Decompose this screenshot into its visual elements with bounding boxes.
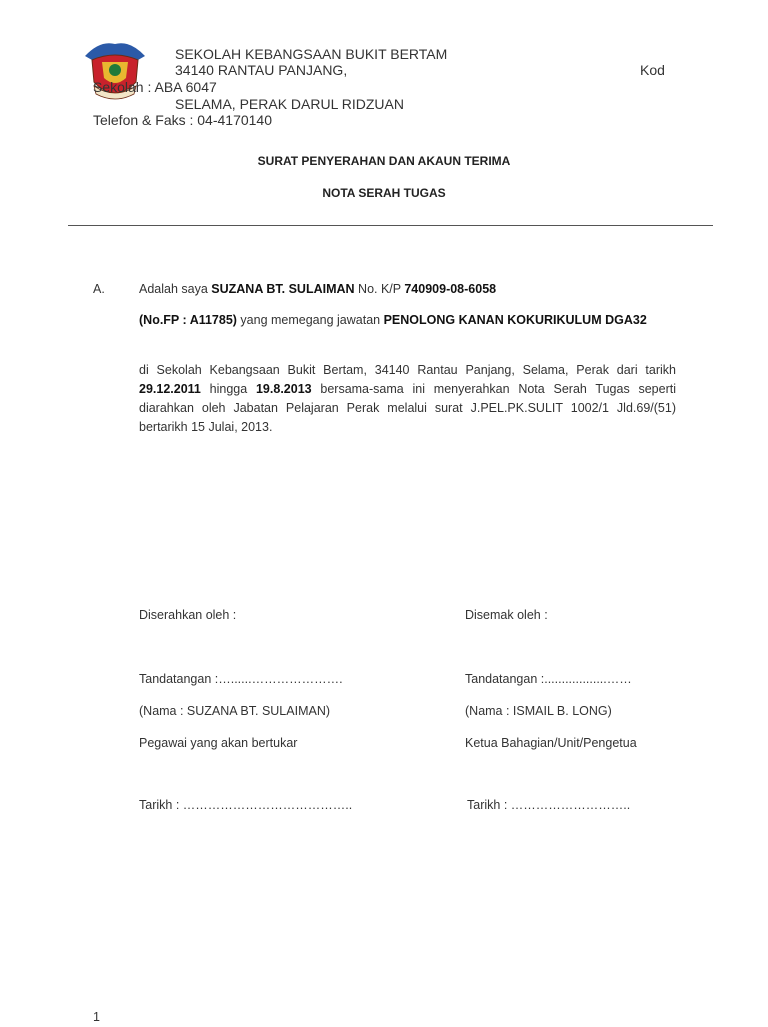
school-name: SEKOLAH KEBANGSAAN BUKIT BERTAM [175, 46, 448, 62]
text: No. K/P [354, 282, 405, 296]
document-title: SURAT PENYERAHAN DAN AKAUN TERIMA [257, 154, 511, 168]
text: yang memegang jawatan [236, 313, 384, 327]
school-crest-icon [80, 38, 150, 106]
paragraph-2 [139, 311, 676, 330]
address-line2: SELAMA, PERAK DARUL RIDZUAN [175, 96, 404, 112]
text: Adalah saya [139, 282, 212, 296]
right-role: Ketua Bahagian/Unit/Pengetua [465, 736, 637, 750]
divider [68, 225, 713, 226]
kod-label: Kod [640, 62, 665, 78]
paragraph-1 [139, 280, 496, 299]
officer-name: SUZANA BT. SULAIMAN [211, 282, 355, 296]
right-date-line: Tarikh : ……………………….. [467, 798, 631, 812]
text: bersama-sama ini menyerahkan Nota Serah Tugas seperti diarahkan oleh Jabatan Pelajaran Perak melalui surat J.PEL.PK.SULIT 1002/1 Jld.69/(51) bertarikh 15 Julai, 2013. [139, 382, 677, 434]
right-name: (Nama : ISMAIL B. LONG) [465, 704, 612, 718]
address-line1: 34140 RANTAU PANJANG, [175, 62, 348, 78]
text: di Sekolah Kebangsaan Bukit Bertam, 34140 Rantau Panjang, Selama, Perak dari tarikh [139, 363, 676, 377]
left-role: Pegawai yang akan bertukar [139, 736, 298, 750]
left-name: (Nama : SUZANA BT. SULAIMAN) [139, 704, 331, 718]
section-marker: A. [93, 282, 105, 296]
date-from: 29.12.2011 [139, 382, 201, 396]
document-subtitle: NOTA SERAH TUGAS [322, 186, 446, 200]
position-title: PENOLONG KANAN KOKURIKULUM DGA32 [383, 313, 647, 327]
checked-by-heading: Disemak oleh : [465, 608, 548, 622]
left-signature-line: Tandatangan :…......…………………. [139, 672, 343, 686]
sekolah-code: Sekolah : ABA 6047 [93, 79, 217, 95]
text: hingga [200, 382, 256, 396]
paragraph-3 [139, 361, 676, 437]
handed-over-by-heading: Diserahkan oleh : [139, 608, 237, 622]
fp-number: (No.FP : A11785) [139, 313, 237, 327]
page-number: 1 [93, 1010, 100, 1024]
date-to: 19.8.2013 [255, 382, 312, 396]
telefon-faks: Telefon & Faks : 04-4170140 [93, 112, 273, 128]
right-signature-line: Tandatangan :..................…… [465, 672, 632, 686]
left-date-line: Tarikh : ………………………………….. [139, 798, 353, 812]
ic-number: 740909-08-6058 [404, 282, 497, 296]
